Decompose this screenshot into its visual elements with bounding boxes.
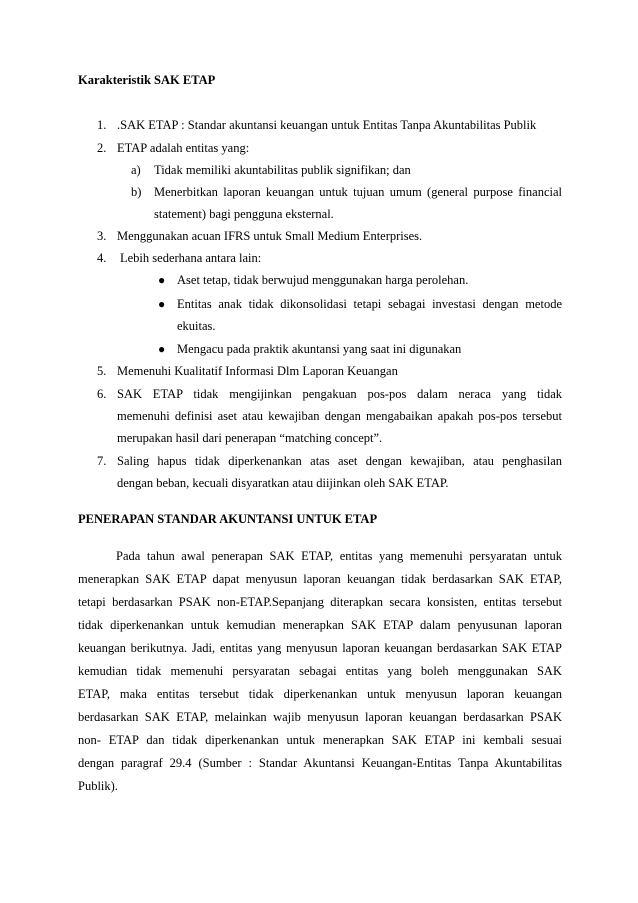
- bullet-item-text: Entitas anak tidak dikonsolidasi tetapi sebagai investasi dengan metode: [177, 297, 562, 311]
- paragraph-line: Pada tahun awal penerapan SAK ETAP, entitas yang memenuhi persyaratan untuk: [116, 549, 562, 563]
- list-number: 1.: [97, 118, 107, 132]
- sublist-item-text: Menerbitkan laporan keuangan untuk tujuan umum (general purpose financial: [154, 185, 562, 199]
- bullet-item-text: Mengacu pada praktik akuntansi yang saat ini digunakan: [177, 342, 462, 356]
- sublist-item-text: Tidak memiliki akuntabilitas publik signifikan; dan: [154, 163, 411, 177]
- list-item-text: Saling hapus tidak diperkenankan atas aset dengan kewajiban, atau penghasilan: [117, 454, 562, 468]
- paragraph-line: non- ETAP dan tidak diperkenankan untuk menerapkan SAK ETAP ini kembali sesuai: [78, 733, 562, 747]
- sublist-item-text: statement) bagi pengguna eksternal.: [154, 207, 334, 221]
- sublist-letter: b): [131, 185, 142, 199]
- list-item-text: memenuhi definisi aset atau kewajiban dengan mengabaikan apakah pos-pos tersebut: [117, 409, 562, 423]
- list-item-text: ETAP adalah entitas yang:: [117, 141, 250, 155]
- list-item-text: SAK ETAP tidak mengijinkan pengakuan pos-pos dalam neraca yang tidak: [117, 387, 562, 401]
- paragraph-line: kemudian tidak memenuhi persyaratan sebagai entitas yang boleh menggunakan SAK: [78, 664, 562, 678]
- list-item-text: .SAK ETAP : Standar akuntansi keuangan untuk Entitas Tanpa Akuntabilitas Publik: [117, 118, 537, 132]
- list-number: 3.: [97, 229, 107, 243]
- bullet-item-text: ekuitas.: [177, 319, 216, 333]
- list-item-text: Memenuhi Kualitatif Informasi Dlm Laporan Keuangan: [117, 364, 398, 378]
- list-item-text: merupakan hasil dari penerapan “matching concept”.: [117, 431, 383, 445]
- list-number: 5.: [97, 364, 107, 378]
- list-number: 2.: [97, 141, 107, 155]
- paragraph-line: tetapi berdasarkan PSAK non-ETAP.Sepanjang diterapkan secara konsisten, entitas tersebut: [78, 595, 562, 609]
- bullet-item-text: Aset tetap, tidak berwujud menggunakan harga perolehan.: [177, 273, 469, 287]
- paragraph-line: Publik).: [78, 779, 118, 793]
- sublist-letter: a): [131, 163, 141, 177]
- paragraph-line: ETAP, maka entitas tersebut tidak diperkenankan untuk menyusun laporan keuangan: [78, 687, 562, 701]
- list-item-text: Menggunakan acuan IFRS untuk Small Medium Enterprises.: [117, 229, 423, 243]
- heading-penerapan: PENERAPAN STANDAR AKUNTANSI UNTUK ETAP: [78, 512, 378, 526]
- bullet-dot-icon: ●: [158, 297, 166, 311]
- list-number: 4.: [97, 251, 107, 265]
- list-number: 6.: [97, 387, 107, 401]
- paragraph-line: keuangan berikutnya. Jadi, entitas yang menyusun laporan keuangan berdasarkan SAK ETAP: [78, 641, 562, 655]
- list-item-text: dengan beban, kecuali disyaratkan atau diijinkan oleh SAK ETAP.: [117, 476, 449, 490]
- bullet-dot-icon: ●: [158, 273, 166, 287]
- paragraph-line: dengan paragraf 29.4 (Sumber : Standar Akuntansi Keuangan-Entitas Tanpa Akuntabilitas: [78, 756, 562, 770]
- bullet-dot-icon: ●: [158, 342, 166, 356]
- list-number: 7.: [97, 454, 107, 468]
- paragraph-line: tidak diperkenankan untuk kemudian menerapkan SAK ETAP dalam penyusunan laporan: [78, 618, 562, 632]
- paragraph-line: menerapkan SAK ETAP dapat menyusun laporan keuangan tidak berdasarkan SAK ETAP,: [78, 572, 562, 586]
- list-item-text: Lebih sederhana antara lain:: [120, 251, 262, 265]
- paragraph-line: berdasarkan SAK ETAP, melainkan wajib menyusun laporan keuangan berdasarkan PSAK: [78, 710, 562, 724]
- heading-karakteristik: Karakteristik SAK ETAP: [78, 73, 216, 87]
